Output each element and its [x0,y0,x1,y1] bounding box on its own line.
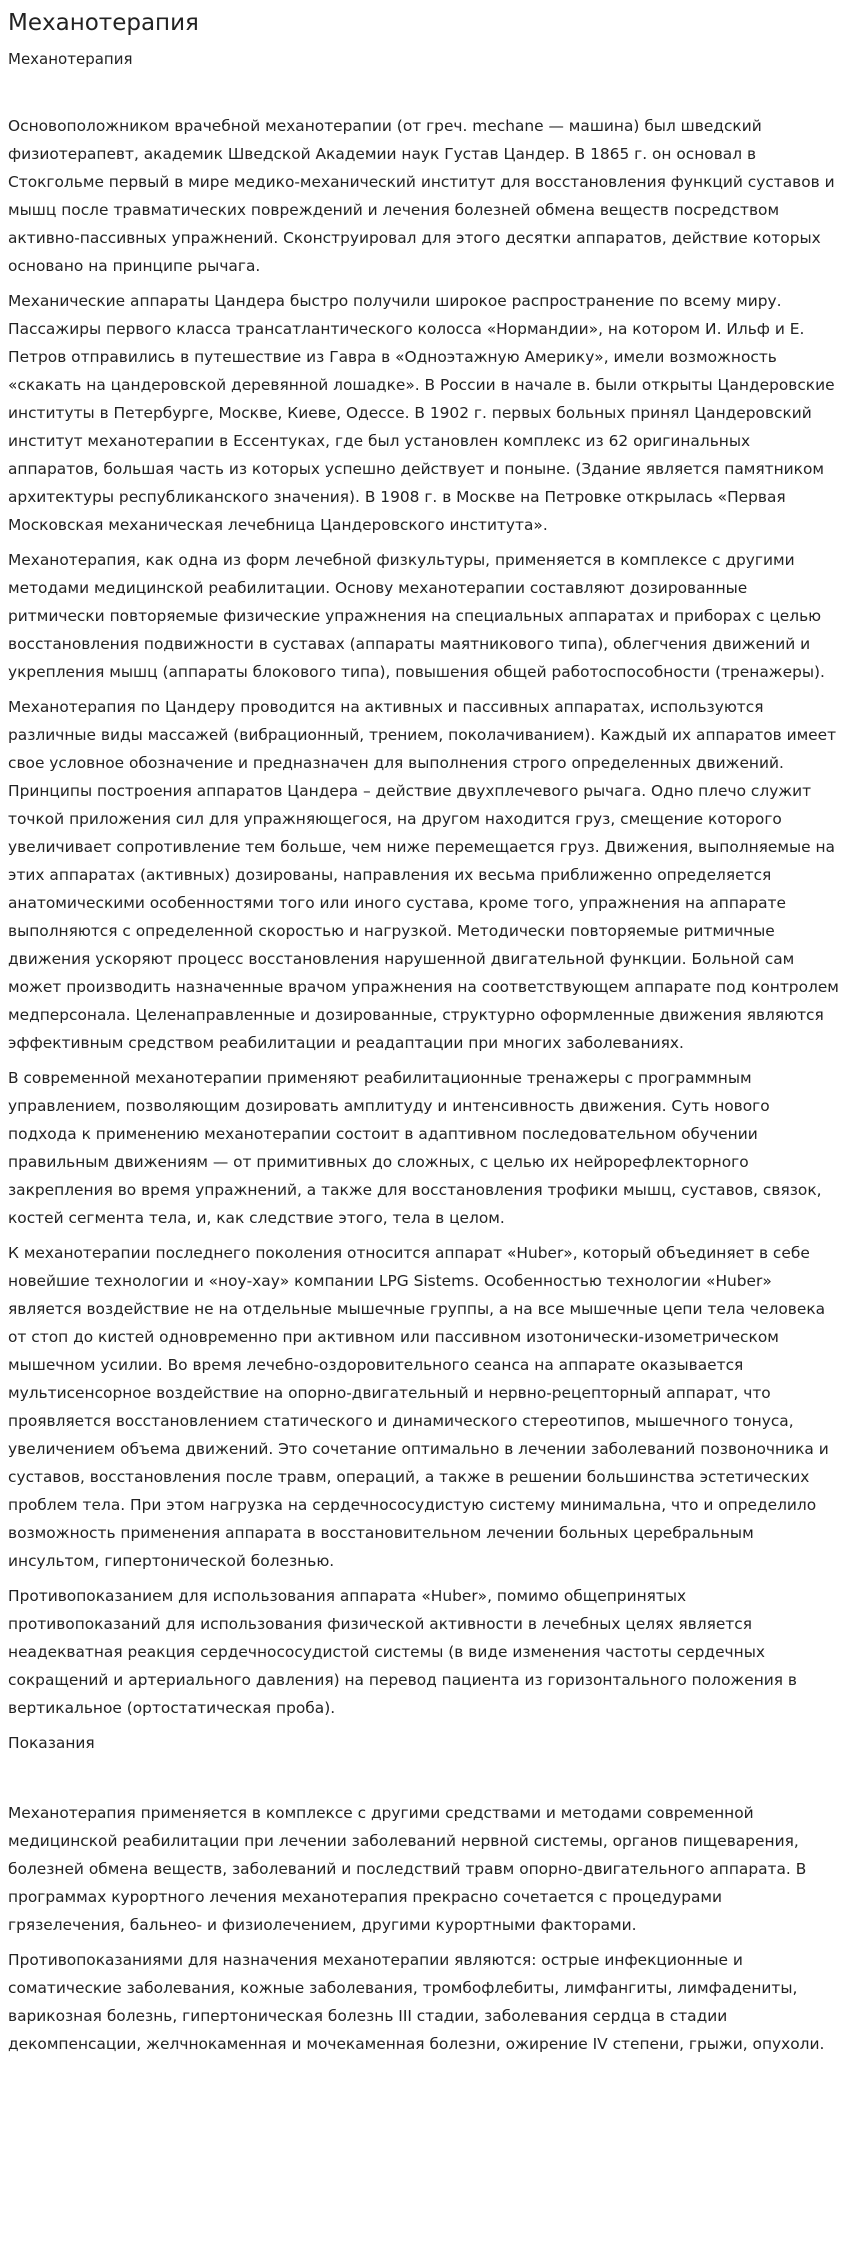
paragraph-huber-contraindications: Противопоказанием для использования аппарата «Huber», помимо общепринятых противопоказаний для использования физической активности в лечебных целях является неадекватная реакция сердечнососудистой системы (в виде изменения частоты сердечных сокращений и артериального давления) на перевод пациента из горизонтального положения в вертикальное (ортостатическая проба). [8,1587,797,1717]
page-title: Механотерапия [8,10,199,36]
paragraph-mechanotherapy-definition: Механотерапия, как одна из форм лечебной физкультуры, применяется в комплексе с другими методами медицинской реабилитации. Основу механотерапии составляют дозированные ритмически повторяемые физические упражнения на специальных аппаратах и приборах с целью восстановления подвижности в суставах (аппараты маятникового типа), облегчения движений и укрепления мышц (аппараты блокового типа), повышения общей работоспособности (тренажеры). [8,551,825,681]
paragraph-modern-mechanotherapy: В современной механотерапии применяют реабилитационные тренажеры с программным управлением, позволяющим дозировать амплитуду и интенсивность движения. Суть нового подхода к применению механотерапии состоит в адаптивном последовательном обучении правильным движениям — от примитивных до сложных, с целью их нейрорефлекторного закрепления во время упражнений, а также для восстановления трофики мышц, суставов, связок, костей сегмента тела, и, как следствие этого, тела в целом. [8,1069,822,1227]
paragraph-history: Основоположником врачебной механотерапии (от греч. mechane — машина) был шведский физиотерапевт, академик Шведской Академии наук Густав Цандер. В 1865 г. он основал в Стокгольме первый в мире медико-механический институт для восстановления функций суставов и мышц после травматических повреждений и лечения болезней обмена веществ посредством активно-пассивных упражнений. Сконструировал для этого десятки аппаратов, действие которых основано на принципе рычага. [8,117,835,275]
paragraph-zander-method: Механотерапия по Цандеру проводится на активных и пассивных аппаратах, используются различные виды массажей (вибрационный, трением, поколачиванием). Каждый их аппаратов имеет свое условное обозначение и предназначен для выполнения строго определенных движений. Принципы построения аппаратов Цандера – действие двухплечевого рычага. Одно плечо служит точкой приложения сил для упражняющегося, на другом находится груз, смещение которого увеличивает сопротивление тем больше, чем ниже перемещается груз. Движения, выполняемые на этих аппаратах (активных) дозированы, направления их весьма приближенно определяется анатомическими особенностями того или иного сустава, кроме того, упражнения на аппарате выполняются с определенной скоростью и нагрузкой. Методически повторяемые ритмичные движения ускоряют процесс восстановления нарушенной двигательной функции. Больной сам может производить назначенные врачом упражнения на соответствующем аппарате под контролем медперсонала. Целенаправленные и дозированные, структурно оформленные движения являются эффективным средством реабилитации и реадаптации при многих заболеваниях. [8,698,839,1052]
paragraph-huber: К механотерапии последнего поколения относится аппарат «Huber», который объединяет в себе новейшие технологии и «ноу-хау» компании LPG Sistems. Особенностью технологии «Huber» является воздействие не на отдельные мышечные группы, а на все мышечные цепи тела человека от стоп до кистей одновременно при активном или пассивном изотонически-изометрическом мышечном усилии. Во время лечебно-оздоровительного сеанса на аппарате оказывается мультисенсорное воздействие на опорно-двигательный и нервно-рецепторный аппарат, что проявляется восстановлением статического и динамического стереотипов, мышечного тонуса, увеличением объема движений. Это сочетание оптимально в лечении заболеваний позвоночника и суставов, восстановления после травм, операций, а также в решении большинства эстетических проблем тела. При этом нагрузка на сердечнососудистую систему минимальна, что и определило возможность применения аппарата в восстановительном лечении больных церебральным инсультом, гипертонической болезнью. [8,1244,829,1570]
paragraph-contraindications: Противопоказаниями для назначения механотерапии являются: острые инфекционные и соматические заболевания, кожные заболевания, тромбофлебиты, лимфангиты, лимфадениты, варикозная болезнь, гипертоническая болезнь III стадии, заболевания сердца в стадии декомпенсации, желчнокаменная и мочекаменная болезни, ожирение IV степени, грыжи, опухоли. [8,1951,825,2053]
page-subtitle: Механотерапия [8,50,133,68]
paragraph-zander-apparatus: Механические аппараты Цандера быстро получили широкое распространение по всему миру. Пассажиры первого класса трансатлантического колосса «Нормандии», на котором И. Ильф и Е. Петров отправились в путешествие из Гавра в «Одноэтажную Америку», имели возможность «скакать на цандеровской деревянной лошадке». В России в начале в. были открыты Цандеровские институты в Петербурге, Москве, Киеве, Одессе. В 1902 г. первых больных принял Цандеровский институт механотерапии в Ессентуках, где был установлен комплекс из 62 оригинальных аппаратов, большая часть из которых успешно действует и поныне. (Здание является памятником архитектуры республиканского значения). В 1908 г. в Москве на Петровке открылась «Первая Московская механическая лечебница Цандеровского института». [8,292,835,534]
indications-heading: Показания [8,1734,95,1752]
paragraph-indications: Механотерапия применяется в комплексе с другими средствами и методами современной медицинской реабилитации при лечении заболеваний нервной системы, органов пищеварения, болезней обмена веществ, заболеваний и последствий травм опорно-двигательного аппарата. В программах курортного лечения механотерапия прекрасно сочетается с процедурами грязелечения, бальнео- и физиолечением, другими курортными факторами. [8,1804,807,1934]
